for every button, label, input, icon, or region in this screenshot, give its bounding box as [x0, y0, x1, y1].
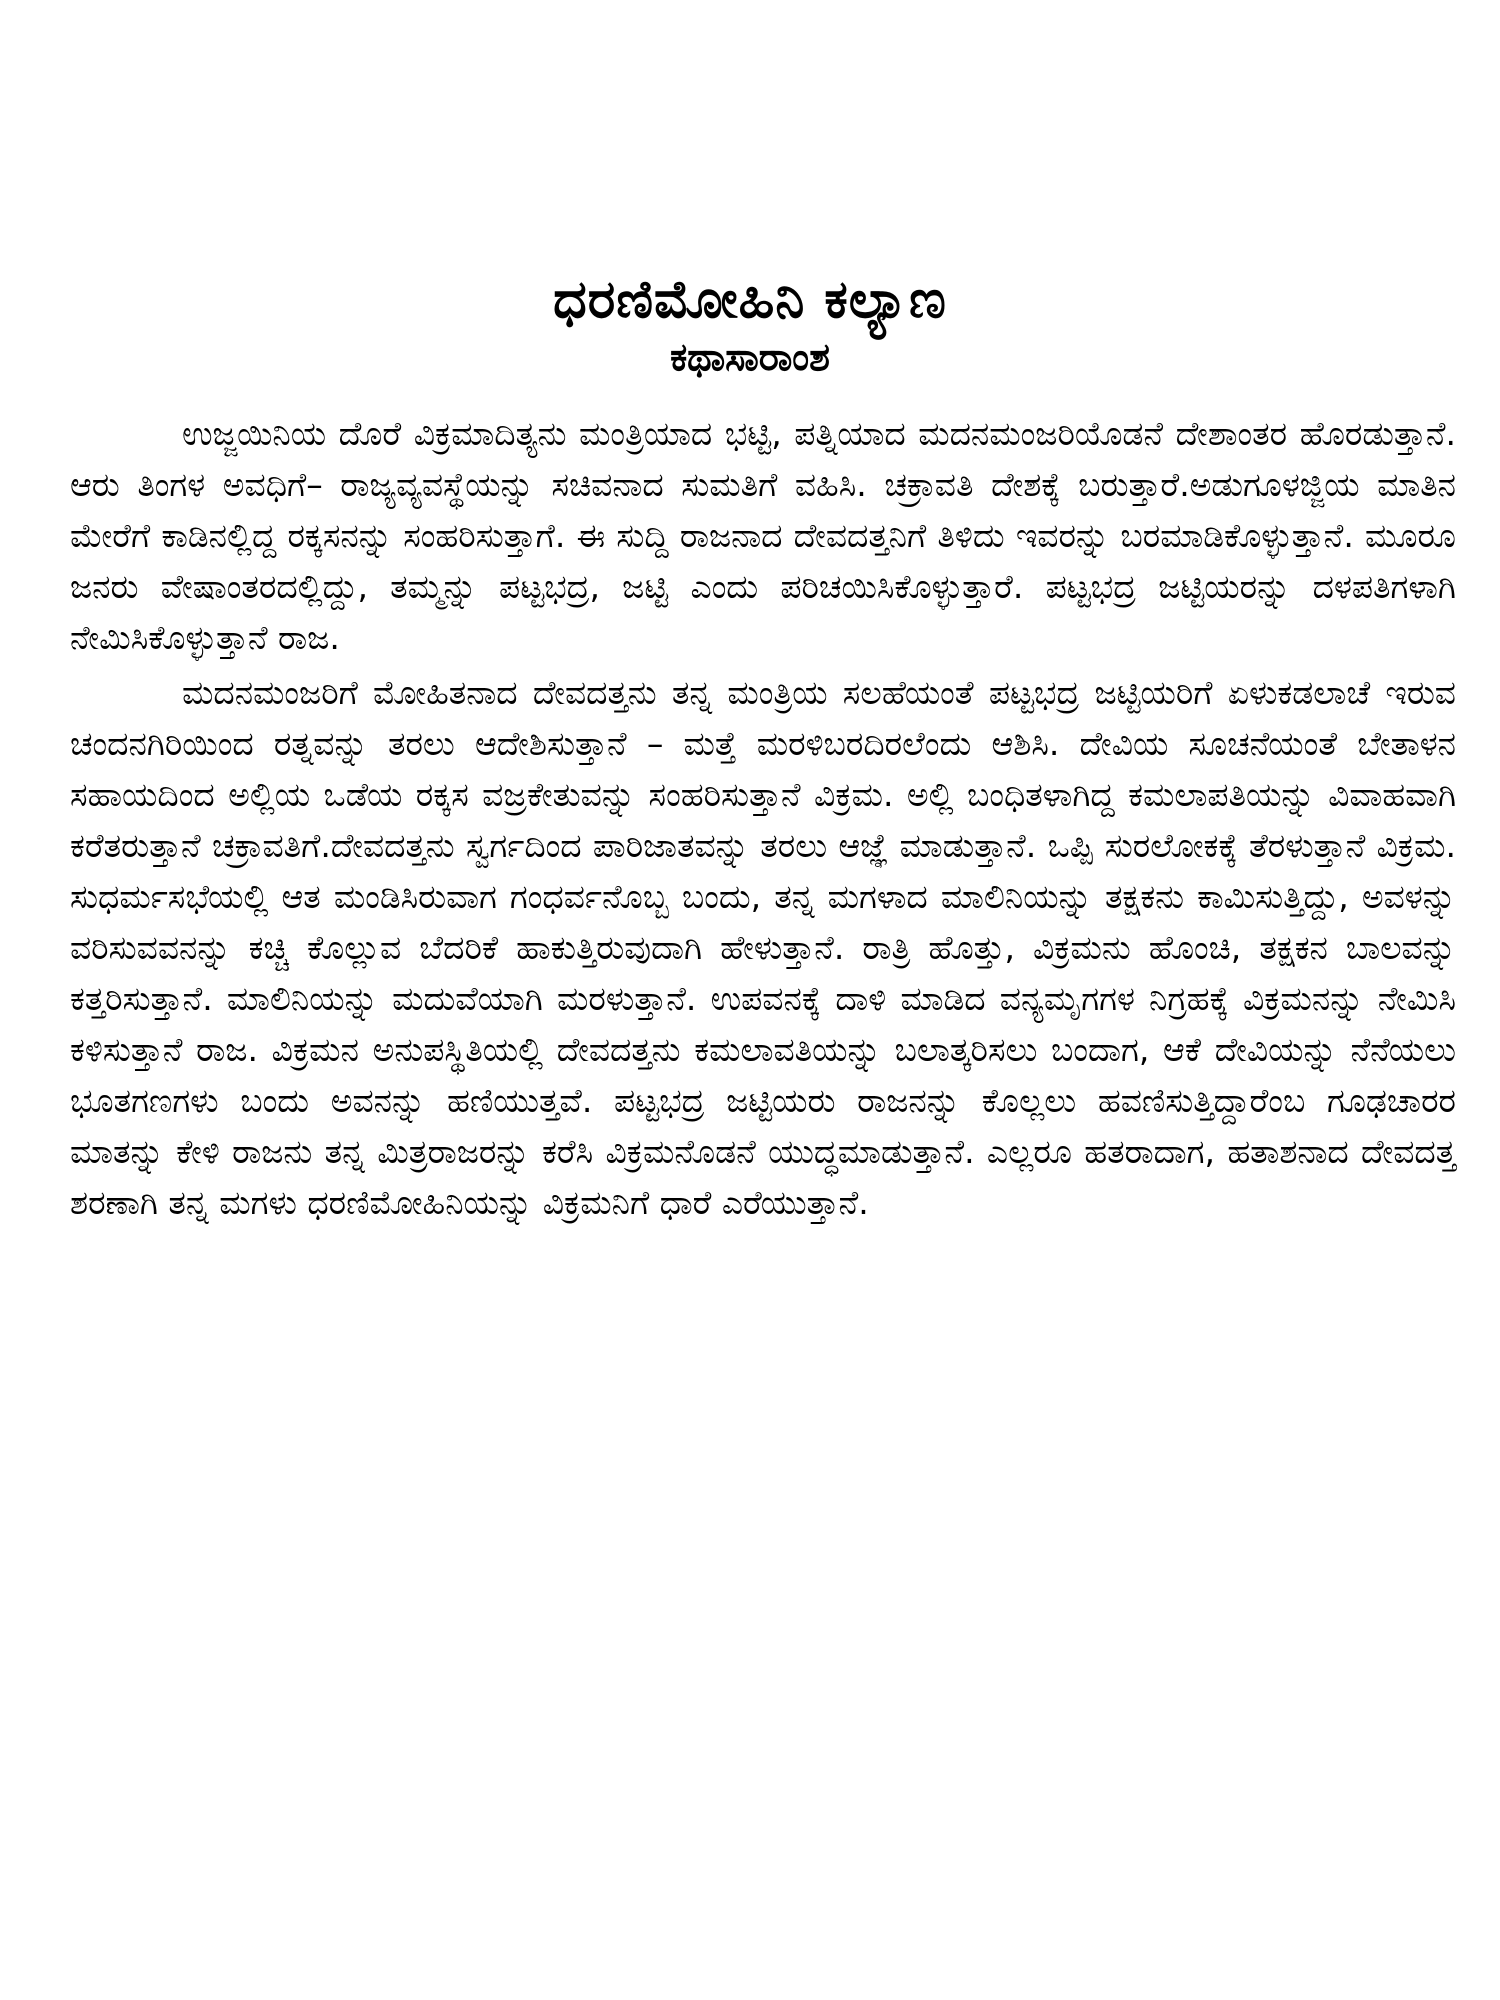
paragraph-1: ಉಜ್ಜಯಿನಿಯ ದೊರೆ ವಿಕ್ರಮಾದಿತ್ಯನು ಮಂತ್ರಿಯಾದ ಭಟ್ಟಿ, ಪತ್ನಿಯಾದ ಮದನಮಂಜರಿಯೊಡನೆ ದೇಶಾಂತರ ಹೊರಡುತ್ತಾನೆ. ಆರು ತಿಂಗಳ ಅವಧಿಗೆ– ರಾಜ್ಯವ್ಯವಸ್ಥೆಯನ್ನು ಸಚಿವನಾದ ಸುಮತಿಗೆ ವಹಿಸಿ. ಚಕ್ರಾವತಿ ದೇಶಕ್ಕೆ ಬರುತ್ತಾರೆ.ಅಡುಗೂಳಜ್ಜಿಯ ಮಾತಿನ ಮೇರೆಗೆ ಕಾಡಿನಲ್ಲಿದ್ದ ರಕ್ಕಸನನ್ನು ಸಂಹರಿಸುತ್ತಾಗೆ. ಈ ಸುದ್ದಿ ರಾಜನಾದ ದೇವದತ್ತನಿಗೆ ತಿಳಿದು ಇವರನ್ನು ಬರಮಾಡಿಕೊಳ್ಳುತ್ತಾನೆ. ಮೂರೂ ಜನರು ವೇಷಾಂತರದಲ್ಲಿದ್ದು, ತಮ್ಮನ್ನು ಪಟ್ಟಭದ್ರ, ಜಟ್ಟಿ ಎಂದು ಪರಿಚಯಿಸಿಕೊಳ್ಳುತ್ತಾರೆ. ಪಟ್ಟಭದ್ರ ಜಟ್ಟಿಯರನ್ನು ದಳಪತಿಗಳಾಗಿ ನೇಮಿಸಿಕೊಳ್ಳುತ್ತಾನೆ ರಾಜ.	[70, 414, 1456, 657]
paragraph-2: ಮದನಮಂಜರಿಗೆ ಮೋಹಿತನಾದ ದೇವದತ್ತನು ತನ್ನ ಮಂತ್ರಿಯ ಸಲಹೆಯಂತೆ ಪಟ್ಟಭದ್ರ ಜಟ್ಟಿಯರಿಗೆ ಏಳುಕಡಲಾಚೆ ಇರುವ ಚಂದನಗಿರಿಯಿಂದ ರತ್ನವನ್ನು ತರಲು ಆದೇಶಿಸುತ್ತಾನೆ – ಮತ್ತೆ ಮರಳಿಬರದಿರಲೆಂದು ಆಶಿಸಿ. ದೇವಿಯ ಸೂಚನೆಯಂತೆ ಬೇತಾಳನ ಸಹಾಯದಿಂದ ಅಲ್ಲಿಯ ಒಡೆಯ ರಕ್ಕಸ ವಜ್ರಕೇತುವನ್ನು ಸಂಹರಿಸುತ್ತಾನೆ ವಿಕ್ರಮ. ಅಲ್ಲಿ ಬಂಧಿತಳಾಗಿದ್ದ ಕಮಲಾಪತಿಯನ್ನು ವಿವಾಹವಾಗಿ ಕರೆತರುತ್ತಾನೆ ಚಕ್ರಾವತಿಗೆ.ದೇವದತ್ತನು ಸ್ವರ್ಗದಿಂದ ಪಾರಿಜಾತವನ್ನು ತರಲು ಆಜ್ಞೆ ಮಾಡುತ್ತಾನೆ. ಒಪ್ಪಿ ಸುರಲೋಕಕ್ಕೆ ತೆರಳುತ್ತಾನೆ ವಿಕ್ರಮ. ಸುಧರ್ಮಸಭೆಯಲ್ಲಿ ಆತ ಮಂಡಿಸಿರುವಾಗ ಗಂಧರ್ವನೊಬ್ಬ ಬಂದು, ತನ್ನ ಮಗಳಾದ ಮಾಲಿನಿಯನ್ನು ತಕ್ಷಕನು ಕಾಮಿಸುತ್ತಿದ್ದು, ಅವಳನ್ನು ವರಿಸುವವನನ್ನು ಕಚ್ಚಿ ಕೊಲ್ಲುವ ಬೆದರಿಕೆ ಹಾಕುತ್ತಿರುವುದಾಗಿ ಹೇಳುತ್ತಾನೆ. ರಾತ್ರಿ ಹೊತ್ತು, ವಿಕ್ರಮನು ಹೊಂಚಿ, ತಕ್ಷಕನ ಬಾಲವನ್ನು ಕತ್ತರಿಸುತ್ತಾನೆ. ಮಾಲಿನಿಯನ್ನು ಮದುವೆಯಾಗಿ ಮರಳುತ್ತಾನೆ. ಉಪವನಕ್ಕೆ ದಾಳಿ ಮಾಡಿದ ವನ್ಯಮೃಗಗಳ ನಿಗ್ರಹಕ್ಕೆ ವಿಕ್ರಮನನ್ನು ನೇಮಿಸಿ ಕಳಿಸುತ್ತಾನೆ ರಾಜ. ವಿಕ್ರಮನ ಅನುಪಸ್ಥಿತಿಯಲ್ಲಿ ದೇವದತ್ತನು ಕಮಲಾವತಿಯನ್ನು ಬಲಾತ್ಕರಿಸಲು ಬಂದಾಗ, ಆಕೆ ದೇವಿಯನ್ನು ನೆನೆಯಲು ಭೂತಗಣಗಳು ಬಂದು ಅವನನ್ನು ಹಣಿಯುತ್ತವೆ. ಪಟ್ಟಭದ್ರ ಜಟ್ಟಿಯರು ರಾಜನನ್ನು ಕೊಲ್ಲಲು ಹವಣಿಸುತ್ತಿದ್ದಾರೆಂಬ ಗೂಢಚಾರರ ಮಾತನ್ನು ಕೇಳಿ ರಾಜನು ತನ್ನ ಮಿತ್ರರಾಜರನ್ನು ಕರೆಸಿ ವಿಕ್ರಮನೊಡನೆ ಯುದ್ಧಮಾಡುತ್ತಾನೆ. ಎಲ್ಲರೂ ಹತರಾದಾಗ, ಹತಾಶನಾದ ದೇವದತ್ತ ಶರಣಾಗಿ ತನ್ನ ಮಗಳು ಧರಣಿಮೋಹಿನಿಯನ್ನು ವಿಕ್ರಮನಿಗೆ ಧಾರೆ ಎರೆಯುತ್ತಾನೆ.	[70, 673, 1456, 1222]
page-subtitle: ಕಥಾಸಾರಾಂಶ	[670, 334, 830, 379]
page-title: ಧರಣಿಮೋಹಿನಿ ಕಲ್ಯಾಣ	[553, 269, 947, 330]
summary-text	[70, 408, 1456, 1228]
